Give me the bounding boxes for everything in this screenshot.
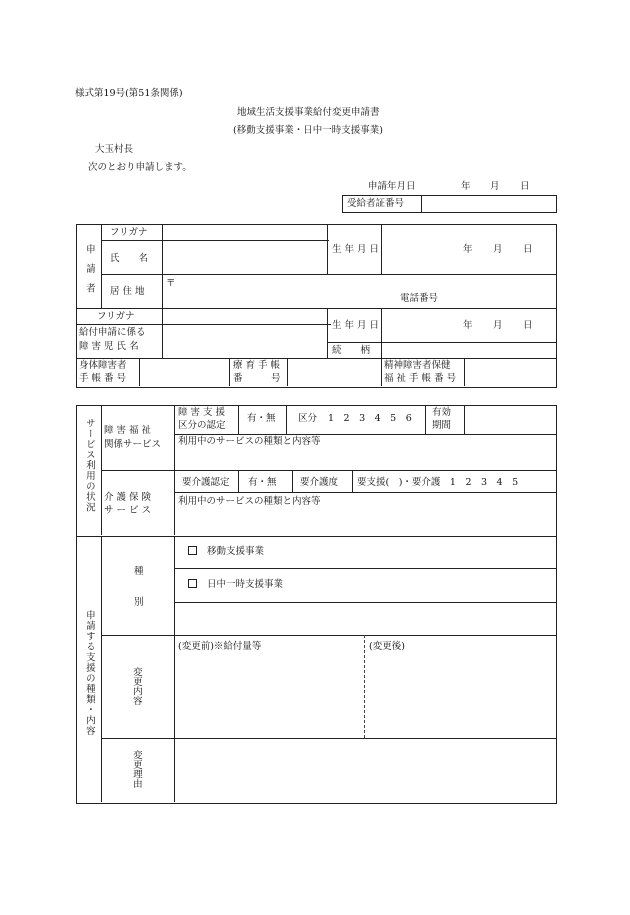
child-birth-day: 日	[523, 320, 533, 331]
type-label-1: 種	[134, 566, 144, 577]
child-furigana-label: フリガナ	[97, 311, 135, 322]
change-content-label: 変更内容	[130, 667, 142, 705]
cert-label-2: 区分の認定	[178, 420, 226, 431]
applicant-name-input[interactable]	[163, 241, 326, 273]
postal-mark: 〒	[166, 278, 176, 289]
child-relation-label: 続 柄	[332, 345, 371, 356]
child-name-label-1: 給付申請に係る	[79, 327, 146, 338]
apply-date-month: 月	[490, 181, 500, 192]
applicant-furigana-label: フリガナ	[110, 227, 148, 238]
welfare-services-label-2: 関係サービス	[104, 439, 162, 450]
mental-handbook-label-1: 精神障害者保健	[384, 360, 451, 371]
welfare-services-label-1: 障 害 福 祉	[104, 425, 152, 436]
change-reason-label: 変更理由	[130, 750, 142, 788]
physical-handbook-label-2: 手 帳 番 号	[79, 373, 127, 384]
applicant-section-label: 申請者	[83, 244, 95, 303]
ryoiku-handbook-label-1: 療 育 手 帳	[233, 360, 281, 371]
type-label-2: 別	[134, 597, 144, 608]
apply-date-day: 日	[520, 181, 530, 192]
applicant-birth-year: 年	[463, 244, 473, 255]
validity-label-1: 有効	[432, 407, 452, 418]
service-status-label: サービス利用の状況	[83, 418, 95, 513]
ryoiku-handbook-label-2: 番 号	[233, 373, 281, 384]
care-degree-value[interactable]: 要支援( )・要介護 1 2 3 4 5	[357, 477, 519, 488]
care-in-use-label: 利用中のサービスの種類と内容等	[178, 496, 321, 507]
care-insurance-label-2: サ ー ビ ス	[104, 505, 152, 516]
checkbox-icon[interactable]	[188, 579, 197, 588]
intro-text: 次のとおり申請します。	[88, 162, 192, 173]
child-birth-label: 生 年 月 日	[332, 320, 380, 331]
after-change-label: (変更後)	[369, 641, 405, 652]
option-daytime-label: 日中一時支援事業	[207, 579, 284, 590]
before-change-label: (変更前)※給付量等	[178, 641, 262, 652]
care-cert-label: 要介護認定	[182, 477, 230, 488]
validity-label-2: 期間	[432, 420, 452, 431]
mental-handbook-label-2: 福 祉 手 帳 番 号	[384, 373, 457, 384]
child-birth-year: 年	[463, 320, 473, 331]
apply-date-label: 申請年月日	[368, 181, 416, 192]
addressee: 大玉村長	[95, 144, 134, 155]
applicant-birth-month: 月	[493, 244, 503, 255]
cert-label-1: 障 害 支 援	[178, 407, 226, 418]
welfare-in-use-label: 利用中のサービスの種類と内容等	[178, 436, 321, 447]
child-birth-month: 月	[493, 320, 503, 331]
option-daytime-support[interactable]	[188, 579, 283, 591]
phone-label: 電話番号	[400, 293, 439, 304]
option-mobility-support[interactable]	[188, 546, 264, 558]
cert-yes-no[interactable]: 有・無	[247, 413, 276, 424]
kubun-numbers[interactable]: 1 2 3 4 5 6	[328, 413, 412, 424]
applicant-birth-day: 日	[523, 244, 533, 255]
kubun-label: 区分	[298, 413, 318, 424]
change-reason-input[interactable]	[175, 739, 554, 801]
physical-handbook-label-1: 身体障害者	[79, 360, 127, 371]
applicant-address-label: 居 住 地	[110, 286, 145, 297]
request-section-label: 申請する支援の種類・内容	[83, 610, 95, 736]
applicant-birth-label: 生 年 月 日	[332, 244, 380, 255]
checkbox-icon[interactable]	[188, 546, 197, 555]
applicant-address-input[interactable]	[176, 275, 556, 307]
form-subtitle: (移動支援事業・日中一時支援事業)	[233, 125, 383, 136]
apply-date-year: 年	[461, 181, 471, 192]
cert-number-label: 受給者証番号	[347, 198, 405, 209]
applicant-name-label: 氏 名	[110, 253, 149, 264]
child-name-label-2: 障 害 児 氏 名	[79, 341, 139, 352]
form-title: 地域生活支援事業給付変更申請書	[237, 107, 380, 118]
applicant-furigana-input[interactable]	[163, 225, 326, 239]
care-insurance-label-1: 介 護 保 険	[104, 492, 152, 503]
care-cert-yes-no[interactable]: 有・無	[248, 477, 277, 488]
option-mobility-label: 移動支援事業	[207, 546, 265, 557]
care-degree-label: 要介護度	[300, 477, 339, 488]
change-after-input[interactable]	[366, 655, 554, 737]
form-number: 様式第19号(第51条関係)	[75, 88, 183, 99]
change-before-input[interactable]	[175, 655, 363, 737]
